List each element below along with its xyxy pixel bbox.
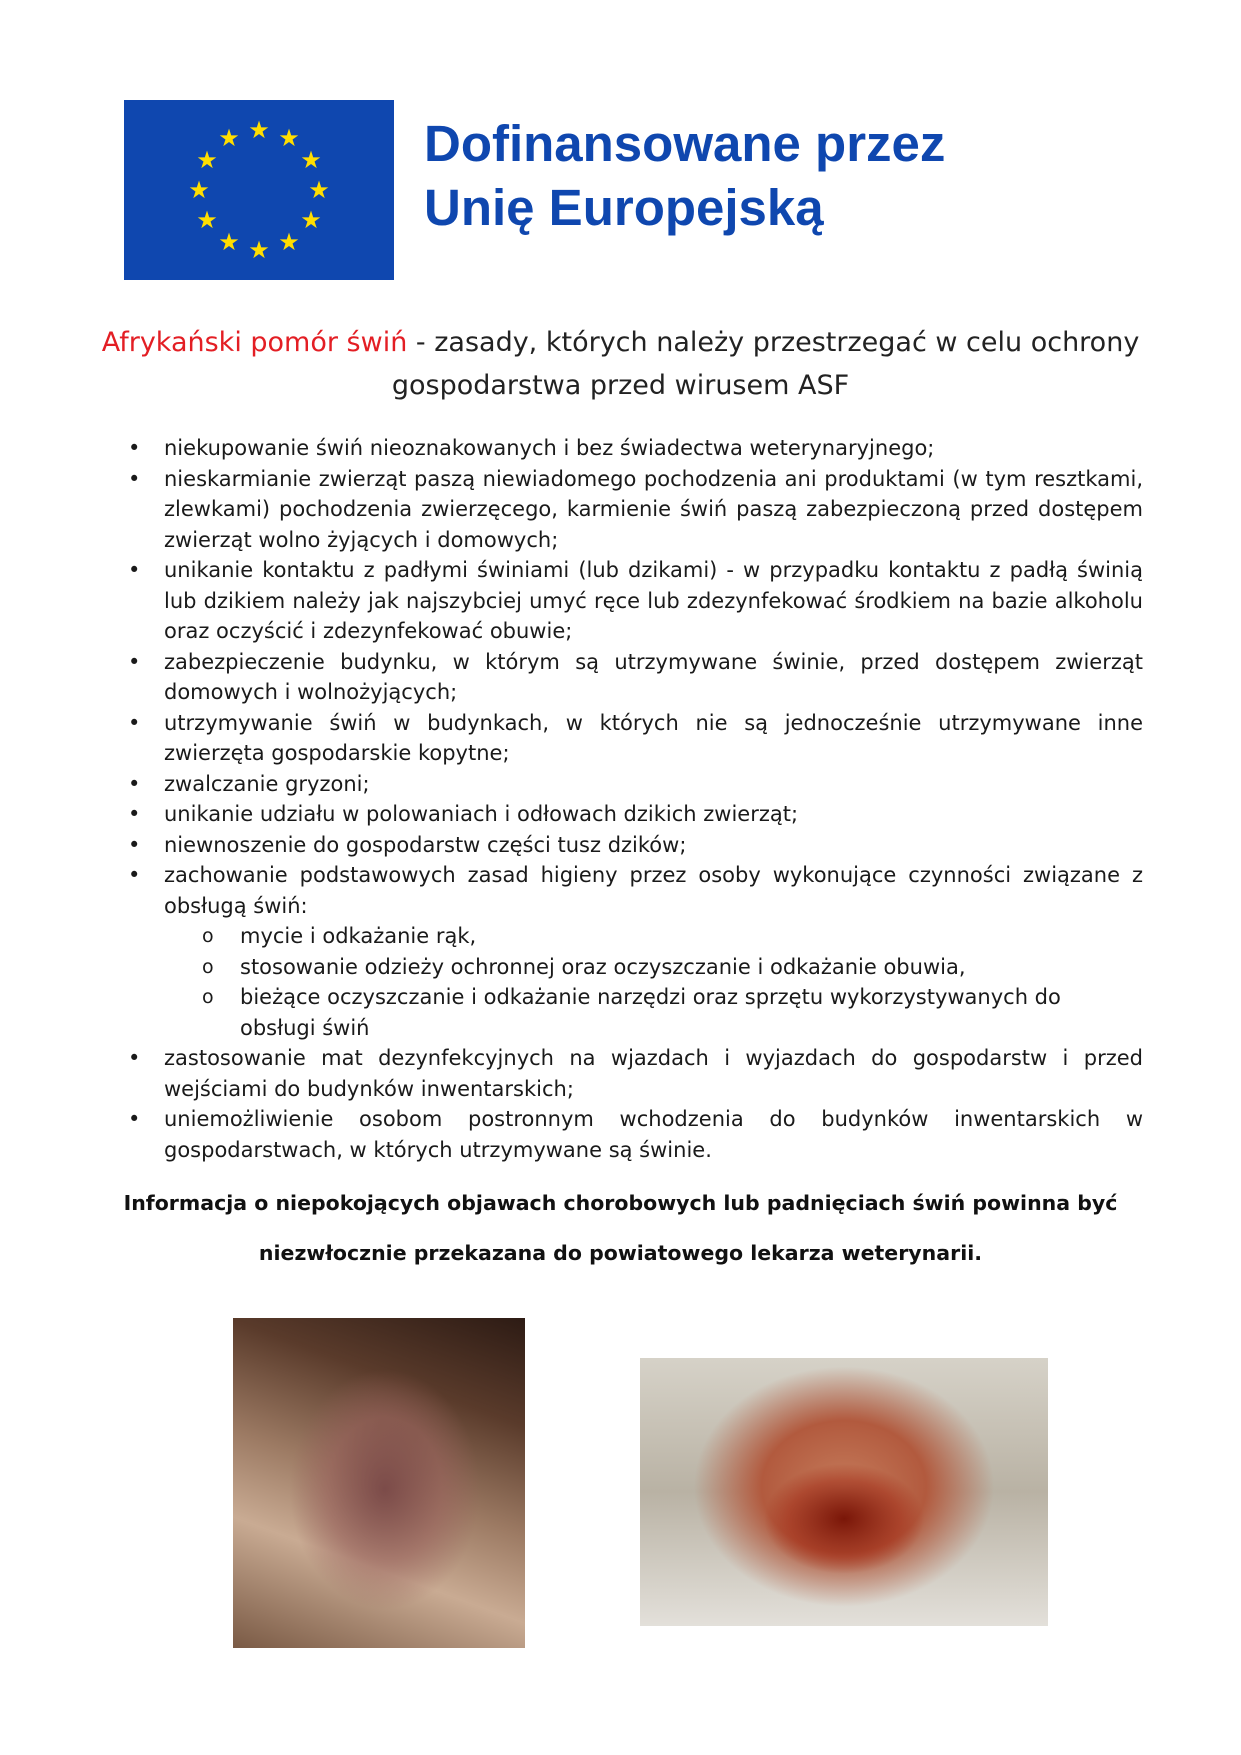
eu-funding-line1: Dofinansowane przez: [424, 115, 946, 172]
star-icon: ★: [196, 206, 218, 234]
list-item: • zwalczanie gryzoni;: [128, 769, 1143, 800]
star-icon: ★: [248, 116, 270, 144]
list-item: • unikanie udziału w polowaniach i odłowach dzikich zwierząt;: [128, 799, 1143, 830]
title-rest: - zasady, których należy przestrzegać w celu ochrony gospodarstwa przed wirusem ASF: [391, 327, 1140, 401]
list-item: • niekupowanie świń nieoznakowanych i bez świadectwa weterynaryjnego;: [128, 433, 1143, 464]
list-item: • nieskarmianie zwierząt paszą niewiadomego pochodzenia ani produktami (w tym resztkami, zlewkami) pochodzenia zwierzęcego, karmienie świń paszą zabezpieczoną przed dostępem zwierząt wolno żyjących i domowych;: [128, 464, 1143, 556]
circle-bullet-icon: o: [202, 986, 214, 1008]
page-title: [80, 321, 1161, 407]
circle-bullet-icon: o: [202, 925, 214, 947]
list-item: • niewnoszenie do gospodarstw części tusz dzików;: [128, 830, 1143, 861]
bullet-icon: •: [128, 649, 141, 674]
star-icon: ★: [278, 124, 300, 153]
eu-funding-text: [424, 112, 945, 240]
bullet-icon: •: [128, 802, 141, 826]
bullet-icon: •: [128, 863, 141, 887]
pig-snout-photo: [640, 1358, 1048, 1626]
bullet-icon: •: [128, 832, 141, 857]
sub-list-item: o stosowanie odzieży ochronnej oraz oczyszczanie i odkażanie obuwia,: [128, 952, 1143, 983]
star-icon: ★: [300, 206, 322, 234]
eu-flag: [124, 100, 394, 280]
bullet-icon: •: [128, 558, 141, 582]
bullet-icon: •: [128, 1107, 141, 1131]
star-icon: ★: [300, 146, 322, 174]
bullet-icon: •: [128, 771, 141, 796]
list-item: • utrzymywanie świń w budynkach, w których nie są jednocześnie utrzymywane inne zwierzęta gospodarskie kopytne;: [128, 708, 1143, 769]
star-icon: ★: [188, 176, 210, 204]
title-highlight: Afrykański pomór świń: [101, 327, 408, 358]
hygiene-sublist: [128, 921, 1143, 1043]
star-icon: ★: [278, 227, 300, 256]
sub-list-item: o mycie i odkażanie rąk,: [128, 921, 1143, 952]
bullet-icon: •: [128, 710, 141, 735]
list-item: • zabezpieczenie budynku, w którym są utrzymywane świnie, przed dostępem zwierząt domowych i wolnożyjących;: [128, 647, 1143, 708]
list-item: • uniemożliwienie osobom postronnym wchodzenia do budynków inwentarskich w gospodarstwach, w których utrzymywane są świnie.: [128, 1104, 1143, 1165]
circle-bullet-icon: o: [202, 955, 214, 978]
bullet-icon: •: [128, 1046, 141, 1070]
list-item: • unikanie kontaktu z padłymi świniami (lub dzikami) - w przypadku kontaktu z padłą świnią lub dzikiem należy jak najszybciej umyć ręce lub zdezynfekować środkiem na bazie alkoholu oraz oczyścić i zdezynfekować obuwie;: [128, 555, 1143, 647]
list-item: • zachowanie podstawowych zasad higieny przez osoby wykonujące czynności związane z obsługą świń:: [128, 860, 1143, 921]
star-icon: ★: [218, 227, 240, 256]
notice-text: Informacja o niepokojących objawach chorobowych lub padnięciach świń powinna być niezwłocznie przekazana do powiatowego lekarza weterynarii.: [123, 1191, 1118, 1265]
star-icon: ★: [248, 236, 270, 264]
bullet-icon: •: [128, 466, 141, 491]
star-icon: ★: [308, 176, 330, 204]
hygiene-subitems: [128, 921, 1143, 1043]
star-icon: ★: [218, 124, 240, 153]
list-item: • zastosowanie mat dezynfekcyjnych na wjazdach i wyjazdach do gospodarstw i przed wejściami do budynków inwentarskich;: [128, 1043, 1143, 1104]
star-icon: ★: [196, 146, 218, 174]
eu-funding-line2: Unię Europejską: [424, 179, 824, 236]
bullet-icon: •: [128, 436, 141, 460]
rules-list: [128, 433, 1143, 1165]
sub-list-item: o bieżące oczyszczanie i odkażanie narzędzi oraz sprzętu wykorzystywanych do obsługi świń: [128, 982, 1143, 1043]
pig-ear-photo: [233, 1318, 525, 1648]
